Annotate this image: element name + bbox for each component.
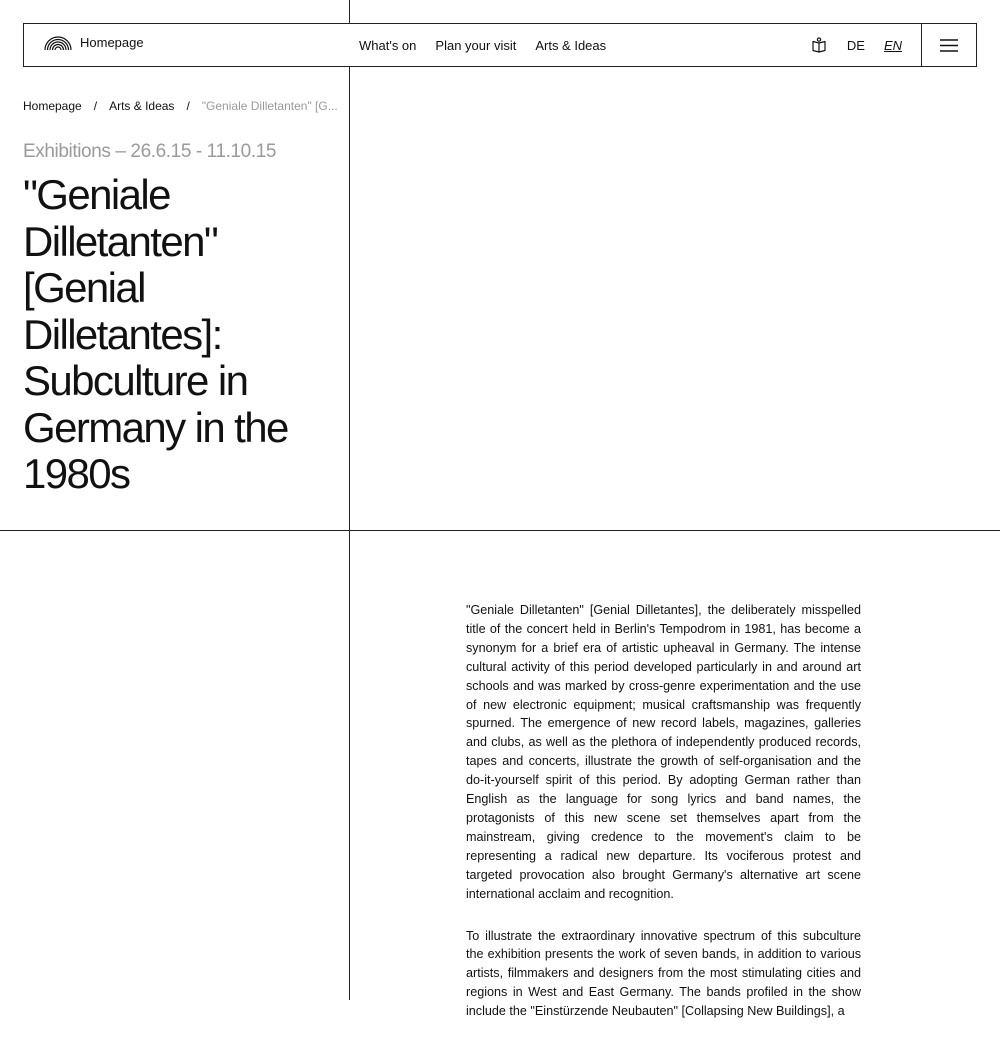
book-icon[interactable] [811,37,827,53]
breadcrumb-separator: / [186,99,190,113]
vertical-divider [349,0,350,1000]
article-paragraph: To illustrate the extraordinary innovative spectrum of this subculture the exhibition presents the work of seven bands, in addition to various artists, filmmakers and designers from the most stimulating cities and regions in West and East Germany. The bands profiled in the show include the "Einstürzende Neubauten" [Collapsing New Buildings], a [466,928,861,1019]
article-body [466,601,861,1044]
page-title: "Geniale Dilletanten" [Genial Dilletantes]: Subculture in Germany in the 1980s [23,171,288,497]
language-en[interactable]: EN [883,37,902,53]
site-header [23,23,977,67]
horizontal-divider [0,530,1000,531]
breadcrumb-separator: / [93,99,98,113]
language-de[interactable]: DE [846,37,865,53]
hamburger-menu-icon [940,39,958,52]
rainbow-arcs-logo-icon [44,36,72,50]
breadcrumb-arts-and-ideas[interactable]: Arts & Ideas [109,99,175,113]
breadcrumb [23,99,338,113]
breadcrumb-current: "Geniale Dilletanten" [G... [201,99,338,113]
nav-plan-your-visit[interactable]: Plan your visit [435,37,517,53]
home-link[interactable] [44,35,144,50]
header-tools [811,24,902,66]
main-nav [359,24,625,66]
breadcrumb-homepage[interactable]: Homepage [23,99,82,113]
article-paragraph: "Geniale Dilletanten" [Genial Dilletantes], the deliberately misspelled title of the concert held in Berlin's Tempodrom in 1981, has become a synonym for a brief era of artistic upheaval in Germany. The intense cultural activity of this period developed particularly in and around art schools and was marked by cross-genre experimentation and the use of new electronic equipment; musical craftsmanship was frequently spurned. The emergence of new record labels, magazines, galleries and clubs, as well as the plethora of independently produced records, tapes and concerts, illustrate the growth of self-organisation and the do-it-yourself spirit of this period. By adopting German rather than English as the language for song lyrics and band names, the protagonists of this new scene set themselves apart from the mainstream, giving credence to the movement's claim to be representing a radical new departure. Its vociferous protest and targeted provocation also brought Germany's alternative art scene international acclaim and recognition. [466,603,861,901]
exhibition-dates: Exhibitions – 26.6.15 - 11.10.15 [23,141,277,162]
nav-arts-and-ideas[interactable]: Arts & Ideas [535,37,607,53]
logo-label: Homepage [80,35,144,50]
menu-button[interactable] [921,24,976,66]
nav-whats-on[interactable]: What's on [359,37,417,53]
